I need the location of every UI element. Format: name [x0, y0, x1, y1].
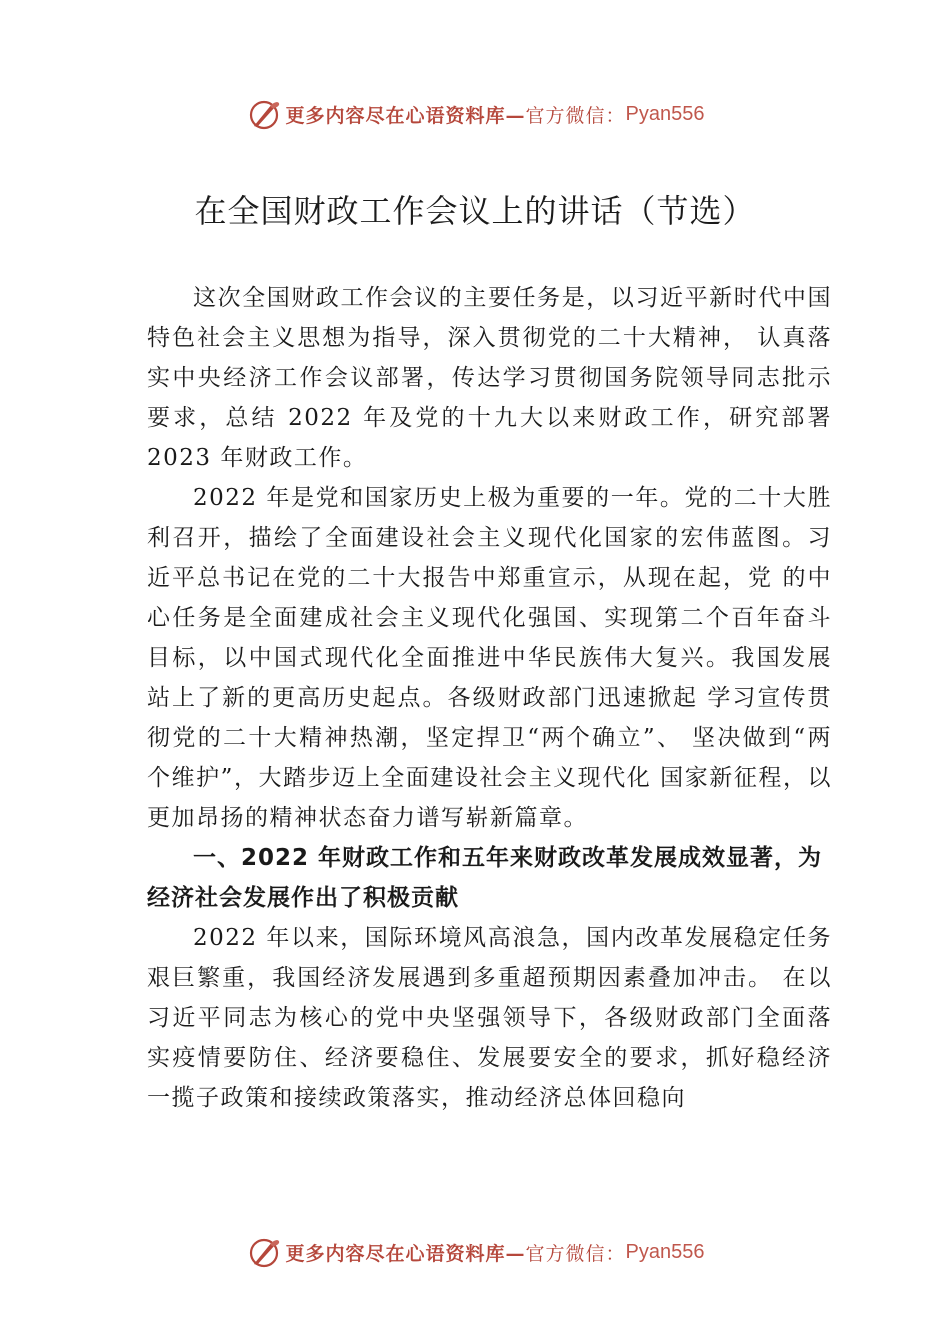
watermark-text: 更多内容尽在心语资料库—: [285, 1242, 526, 1265]
watermark-text: 更多内容尽在心语资料库—: [285, 104, 526, 127]
watermark-footer: [0, 1232, 950, 1272]
quill-logo-icon: [246, 96, 282, 132]
watermark-wechat-label: 官方微信：: [525, 1242, 626, 1265]
paragraph: 2022 年以来，国际环境风高浪急，国内改革发展稳定任务艰巨繁重，我国经济发展遇到多重超预期因素叠加冲击。 在以习近平同志为核心的党中央坚强领导下，各级财政部门全面落实疫情要防住、经济要稳住、发展要安全的要求，抓好稳经济一揽子政策和接续政策落实，推动经济总体回稳向: [147, 925, 832, 1111]
watermark-wechat-label: 官方微信：: [525, 104, 626, 127]
watermark-wechat-id: Pyan556: [625, 1240, 705, 1263]
watermark-header: [0, 94, 950, 134]
paragraph: 这次全国财政工作会议的主要任务是，以习近平新时代中国特色社会主义思想为指导，深入贯彻党的二十大精神， 认真落实中央经济工作会议部署，传达学习贯彻国务院领导同志批示要求，总结 2022 年及党的十九大以来财政工作，研究部署 2023 年财政工作。: [147, 285, 832, 471]
quill-logo-icon: [246, 1234, 282, 1270]
paragraph: 2022 年是党和国家历史上极为重要的一年。党的二十大胜利召开，描绘了全面建设社会主义现代化国家的宏伟蓝图。习近平总书记在党的二十大报告中郑重宣示，从现在起，党 的中心任务是全面建成社会主义现代化强国、实现第二个百年奋斗目标，以中国式现代化全面推进中华民族伟大复兴。我国发展站上了新的更高历史起点。各级财政部门迅速掀起 学习宣传贯彻党的二十大精神热潮，坚定捍卫“两个确立”、 坚决做到“两个维护”，大踏步迈上全面建设社会主义现代化 国家新征程，以更加昂扬的精神状态奋力谱写崭新篇章。: [147, 485, 832, 831]
watermark-wechat-id: Pyan556: [625, 102, 705, 125]
section-heading: 一、2022 年财政工作和五年来财政改革发展成效显著，为经济社会发展作出了积极贡献: [147, 845, 823, 911]
document-body: [147, 278, 832, 1118]
document-title: 在全国财政工作会议上的讲话（节选）: [194, 192, 756, 230]
